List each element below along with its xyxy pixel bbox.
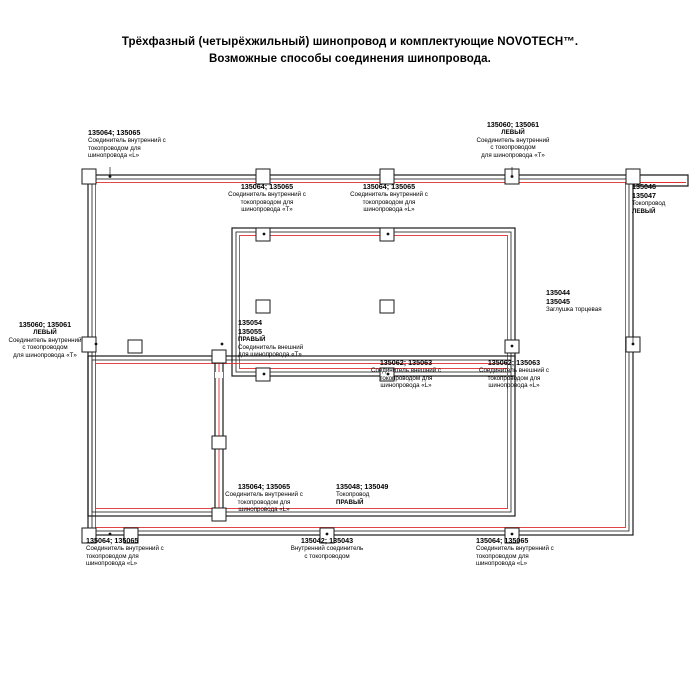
label-top-mid-connector-l: 135064; 135065 Соединитель внутренний с токопроводом для шинопровода «L» — [350, 182, 428, 214]
label-right-power-feed: 135046 135047 Токопровод ЛЕВЫЙ — [632, 182, 666, 215]
label-power-feed-right: 135048; 135049 Токопровод ПРАВЫЙ — [336, 482, 389, 506]
title-line-2: Возможные способы соединения шинопровода. — [209, 53, 491, 65]
label-top-inner-connector-t: 135064; 135065 Соединитель внутренний с токопроводом для шинопровода «T» — [228, 182, 306, 214]
label-right-end-cap: 135044 135045 Заглушка торцевая — [546, 288, 602, 313]
label-bottom-right-connector: 135064; 135065 Соединитель внутренний с токопроводом для шинопровода «L» — [476, 536, 554, 568]
label-bottom-left-connector: 135064; 135065 Соединитель внутренний с токопроводом для шинопровода «L» — [86, 536, 164, 568]
label-top-right-connector-t: 135060; 135061 ЛЕВЫЙ Соединитель внутренний с токопроводом для шинопровода «T» — [476, 120, 550, 159]
label-inner-bottom-connector: 135064; 135065 Соединитель внутренний с токопроводом для шинопровода «L» — [225, 482, 303, 514]
title-line-1: Трёхфазный (четырёхжильный) шинопровод и комплектующие NOVOTECH™. — [121, 36, 579, 48]
label-center-right-outer-1: 135062; 135063 Соединитель внешний с токопроводом для шинопровода «L» — [371, 358, 441, 390]
label-left-connector-t: 135060; 135061 ЛЕВЫЙ Соединитель внутренний с токопроводом для шинопровода «T» — [8, 320, 82, 359]
label-center-outer-connector-t: 135054 135055 ПРАВЫЙ Соединитель внешний для шинопровода «T» — [238, 318, 304, 359]
label-center-right-outer-2: 135062; 135063 Соединитель внешний с токопроводом для шинопровода «L» — [479, 358, 549, 390]
label-top-left-connector: 135064; 135065 Соединитель внутренний с токопроводом для шинопровода «L» — [88, 128, 166, 160]
label-bottom-inner-joiner: 135042; 135043 Внутренний соединитель с токопроводом — [290, 536, 364, 560]
